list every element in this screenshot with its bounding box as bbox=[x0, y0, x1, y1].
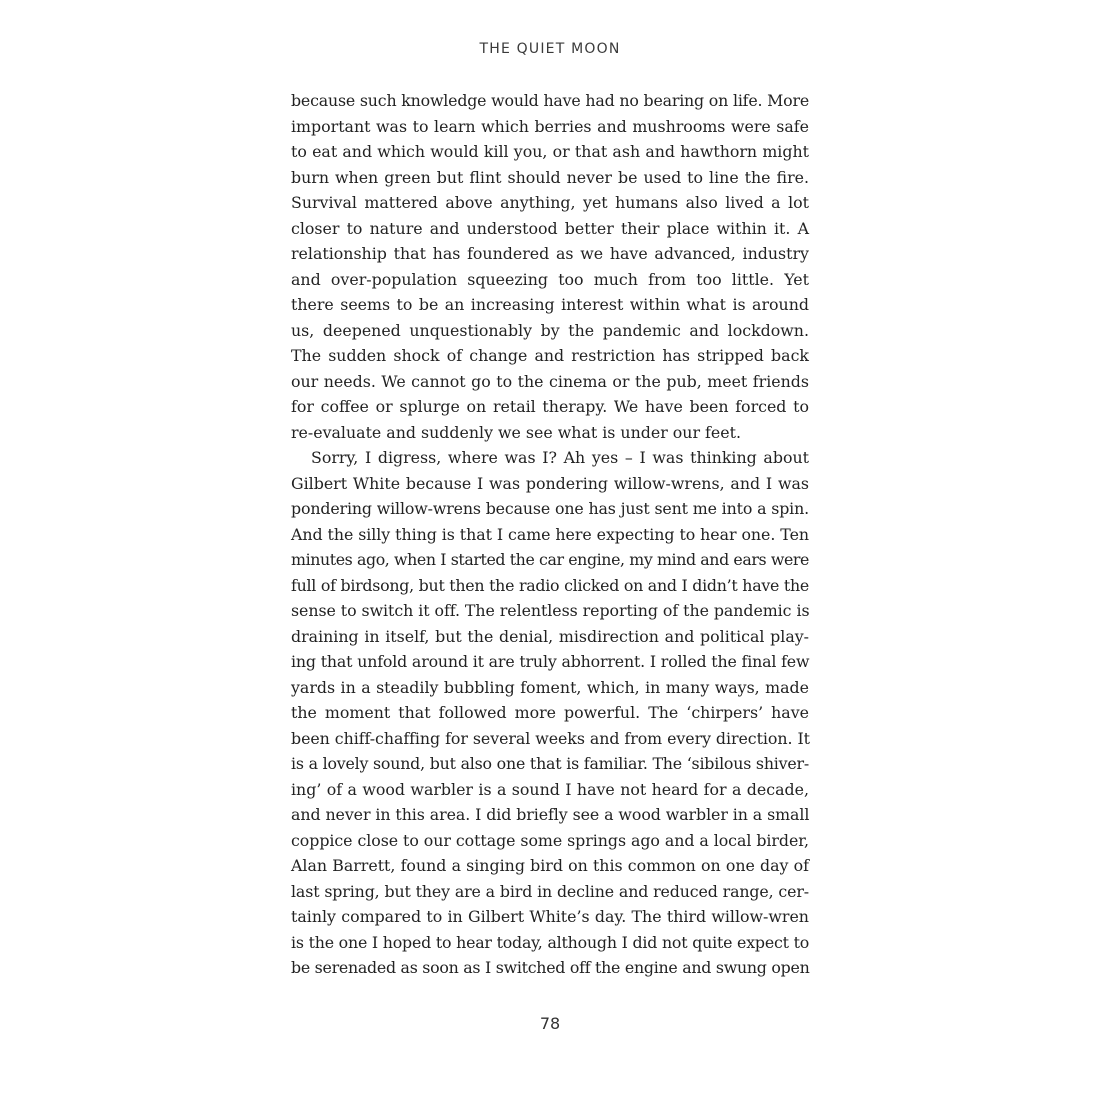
running-head: THE QUIET MOON bbox=[479, 41, 621, 57]
text-line: and over-population squeezing too much from too little. Yet bbox=[291, 269, 809, 289]
text-line: to eat and which would kill you, or that ash and hawthorn might bbox=[291, 142, 809, 161]
text-line: And the silly thing is that I came here expecting to hear one. Ten bbox=[291, 524, 809, 544]
page-number: 78 bbox=[539, 1014, 561, 1033]
text-line: the moment that followed more powerful. The ‘chirpers’ have bbox=[291, 703, 809, 722]
text-line: Sorry, I digress, where was I? Ah yes – I was thinking about bbox=[311, 448, 809, 467]
text-line: Alan Barrett, found a singing bird on this common on one day of bbox=[291, 856, 809, 875]
text-line: is the one I hoped to hear today, although I did not quite expect to bbox=[291, 932, 810, 952]
text-line: there seems to be an increasing interest within what is around bbox=[291, 295, 809, 314]
text-line: ing that unfold around it are truly abhorrent. I rolled the final few bbox=[291, 652, 810, 671]
text-line: pondering willow-wrens because one has just sent me into a spin. bbox=[291, 499, 809, 518]
text-line: Gilbert White because I was pondering willow-wrens, and I was bbox=[291, 473, 809, 493]
body-text bbox=[291, 88, 809, 981]
text-line: because such knowledge would have had no bearing on life. More bbox=[291, 91, 810, 110]
text-line: relationship that has foundered as we have advanced, industry bbox=[291, 244, 809, 263]
text-line: burn when green but flint should never be used to line the fire. bbox=[291, 167, 809, 187]
text-line: be serenaded as soon as I switched off the engine and swung open bbox=[291, 958, 810, 977]
text-line: draining in itself, but the denial, misdirection and political play- bbox=[291, 626, 809, 646]
text-line: is a lovely sound, but also one that is familiar. The ‘sibilous shiver- bbox=[291, 754, 810, 773]
text-line: been chiff-chaffing for several weeks and from every direction. It bbox=[291, 728, 810, 748]
text-line: and never in this area. I did briefly see a wood warbler in a small bbox=[291, 805, 810, 824]
text-line: sense to switch it off. The relentless reporting of the pandemic is bbox=[291, 601, 810, 620]
text-line: coppice close to our cottage some springs ago and a local birder, bbox=[291, 830, 809, 850]
text-line: our needs. We cannot go to the cinema or the pub, meet friends bbox=[291, 371, 809, 391]
text-line: minutes ago, when I started the car engine, my mind and ears were bbox=[291, 550, 809, 569]
paragraph-2 bbox=[291, 445, 809, 981]
text-line: closer to nature and understood better their place within it. A bbox=[291, 218, 809, 238]
text-line: us, deepened unquestionably by the pandemic and lockdown. bbox=[291, 320, 809, 340]
text-line: for coffee or splurge on retail therapy. We have been forced to bbox=[291, 397, 809, 416]
text-line: ing’ of a wood warbler is a sound I have not heard for a decade, bbox=[291, 779, 809, 799]
text-line: re-evaluate and suddenly we see what is under our feet. bbox=[291, 422, 741, 442]
text-line: last spring, but they are a bird in decline and reduced range, cer- bbox=[291, 881, 809, 901]
text-line: Survival mattered above anything, yet humans also lived a lot bbox=[291, 193, 809, 212]
text-line: The sudden shock of change and restriction has stripped back bbox=[291, 346, 809, 365]
text-line: full of birdsong, but then the radio clicked on and I didn’t have the bbox=[291, 575, 809, 595]
text-line: tainly compared to in Gilbert White’s day. The third willow-wren bbox=[291, 907, 809, 926]
text-line: yards in a steadily bubbling foment, which, in many ways, made bbox=[291, 677, 809, 697]
paragraph-1 bbox=[291, 88, 809, 445]
text-line: important was to learn which berries and mushrooms were safe bbox=[291, 116, 809, 136]
